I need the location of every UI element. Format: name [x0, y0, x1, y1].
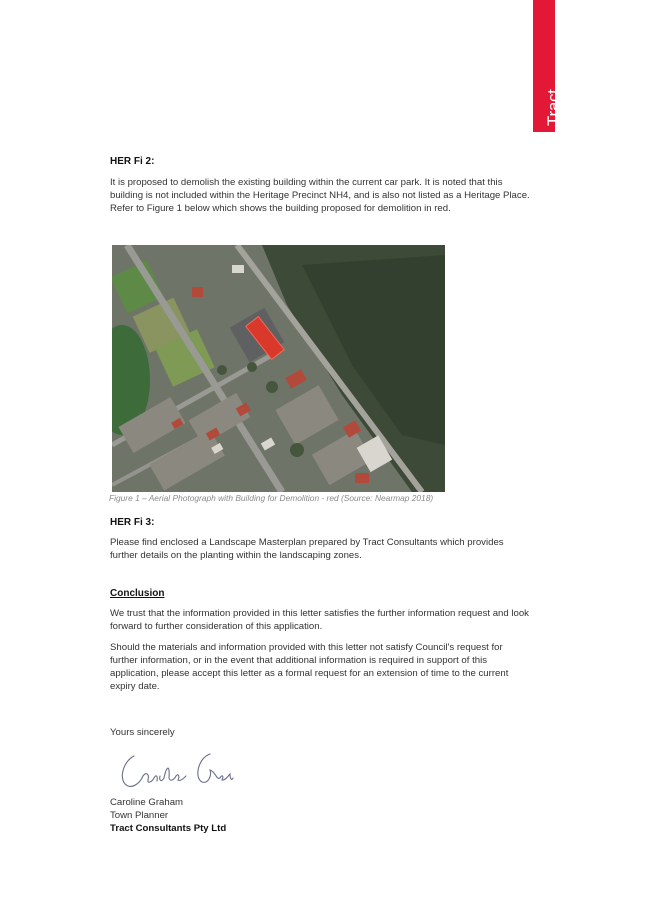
- aerial-photo-image: [112, 245, 445, 492]
- aerial-photograph: [112, 245, 445, 492]
- section-body-fi3: Please find enclosed a Landscape Masterplan prepared by Tract Consultants which provides further details on the planting within the landscaping zones.: [110, 537, 504, 561]
- handwritten-signature: [114, 748, 234, 792]
- section-heading-fi3: HER Fi 3:: [110, 517, 155, 528]
- conclusion-paragraph-2: Should the materials and information provided with this letter not satisfy Council's request for further information, or in the event that additional information is required in support of this application, please accept this letter as a formal request for an extension of time to the current expiry date.: [110, 642, 509, 692]
- brand-logo-tab: [533, 0, 563, 132]
- figure-caption: Figure 1 – Aerial Photograph with Building for Demolition - red (Source: Nearmap 2018): [109, 493, 434, 503]
- signatory-name: Caroline Graham: [110, 797, 184, 808]
- signatory-title: Town Planner: [110, 810, 169, 821]
- closing-salutation: Yours sincerely: [110, 727, 175, 738]
- conclusion-paragraph-1: We trust that the information provided in this letter satisfies the further information request and look forward to further consideration of this application.: [110, 608, 529, 632]
- section-body-fi2: It is proposed to demolish the existing building within the current car park. It is noted that this building is not included within the Heritage Precinct NH4, and is also not listed as a Heritage Place. Refer to Figure 1 below which shows the building proposed for demolition in red.: [110, 177, 530, 214]
- section-heading-fi2: HER Fi 2:: [110, 156, 155, 167]
- brand-logo-text: Tract: [544, 89, 563, 126]
- conclusion-heading: Conclusion: [110, 588, 165, 599]
- signatory-company: Tract Consultants Pty Ltd: [110, 823, 227, 834]
- signature-image: [114, 748, 234, 792]
